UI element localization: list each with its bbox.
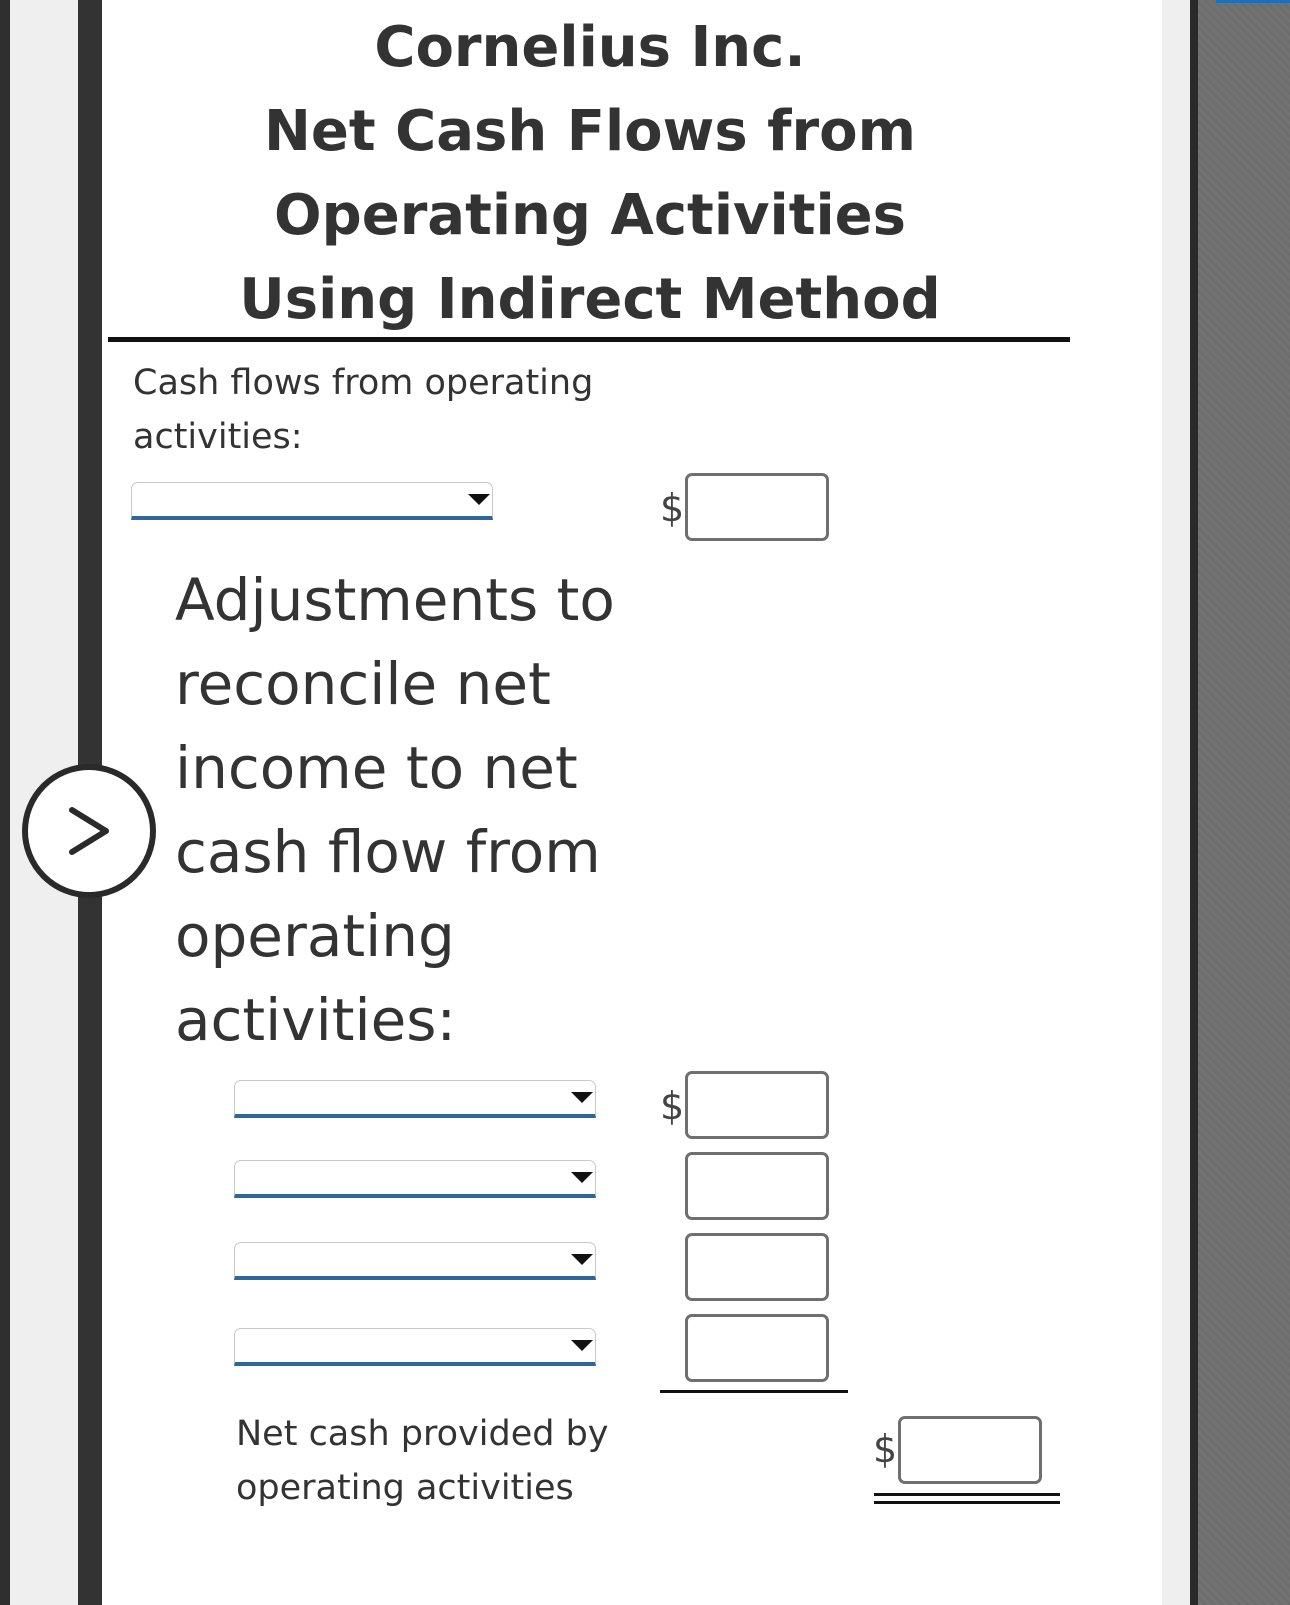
adjustments-heading: Adjustments to reconcile net income to net cash flow from operating activities: <box>175 566 615 1054</box>
title-line: Operating Activities <box>274 183 906 248</box>
right-gutter <box>1162 0 1190 1605</box>
total-double-underline-top <box>874 1493 1060 1496</box>
adjustment-amount-input-3[interactable] <box>685 1233 829 1301</box>
adjustment-amount-input-2[interactable] <box>685 1152 829 1220</box>
adjustment-dropdown-1[interactable] <box>234 1080 596 1118</box>
net-income-dropdown[interactable] <box>131 482 493 520</box>
adjustment-dropdown-4[interactable] <box>234 1328 596 1366</box>
accent-strip <box>1216 0 1290 3</box>
chevron-right-icon <box>62 804 116 858</box>
caret-down-icon <box>571 1092 593 1103</box>
title-line: Net Cash Flows from <box>264 99 916 164</box>
net-cash-amount-input[interactable] <box>898 1416 1042 1484</box>
background-texture <box>1198 0 1290 1605</box>
company-name: Cornelius Inc. <box>374 15 806 80</box>
caret-down-icon <box>571 1172 593 1183</box>
caret-down-icon <box>571 1254 593 1265</box>
scrollbar-track[interactable] <box>1190 0 1198 1605</box>
adjustment-amount-input-1[interactable] <box>685 1071 829 1139</box>
statement-title <box>110 6 1070 342</box>
next-page-button[interactable] <box>22 764 156 898</box>
section-label-operating: Cash flows from operating activities: <box>133 363 594 457</box>
total-double-underline-bottom <box>874 1501 1060 1504</box>
adjustment-dropdown-2[interactable] <box>234 1160 596 1198</box>
caret-down-icon <box>571 1340 593 1351</box>
net-cash-label: Net cash provided by operating activities <box>236 1414 609 1508</box>
adjustment-amount-input-4[interactable] <box>685 1314 829 1382</box>
dollar-sign: $ <box>660 486 685 530</box>
caret-down-icon <box>468 494 490 505</box>
adjustment-dropdown-3[interactable] <box>234 1242 596 1280</box>
title-line: Using Indirect Method <box>239 267 941 332</box>
subtotal-underline <box>660 1390 848 1393</box>
net-income-amount-input[interactable] <box>685 473 829 541</box>
title-underline <box>108 337 1070 342</box>
dollar-sign: $ <box>873 1427 898 1471</box>
dollar-sign: $ <box>660 1084 685 1128</box>
left-window-edge <box>0 0 10 1605</box>
